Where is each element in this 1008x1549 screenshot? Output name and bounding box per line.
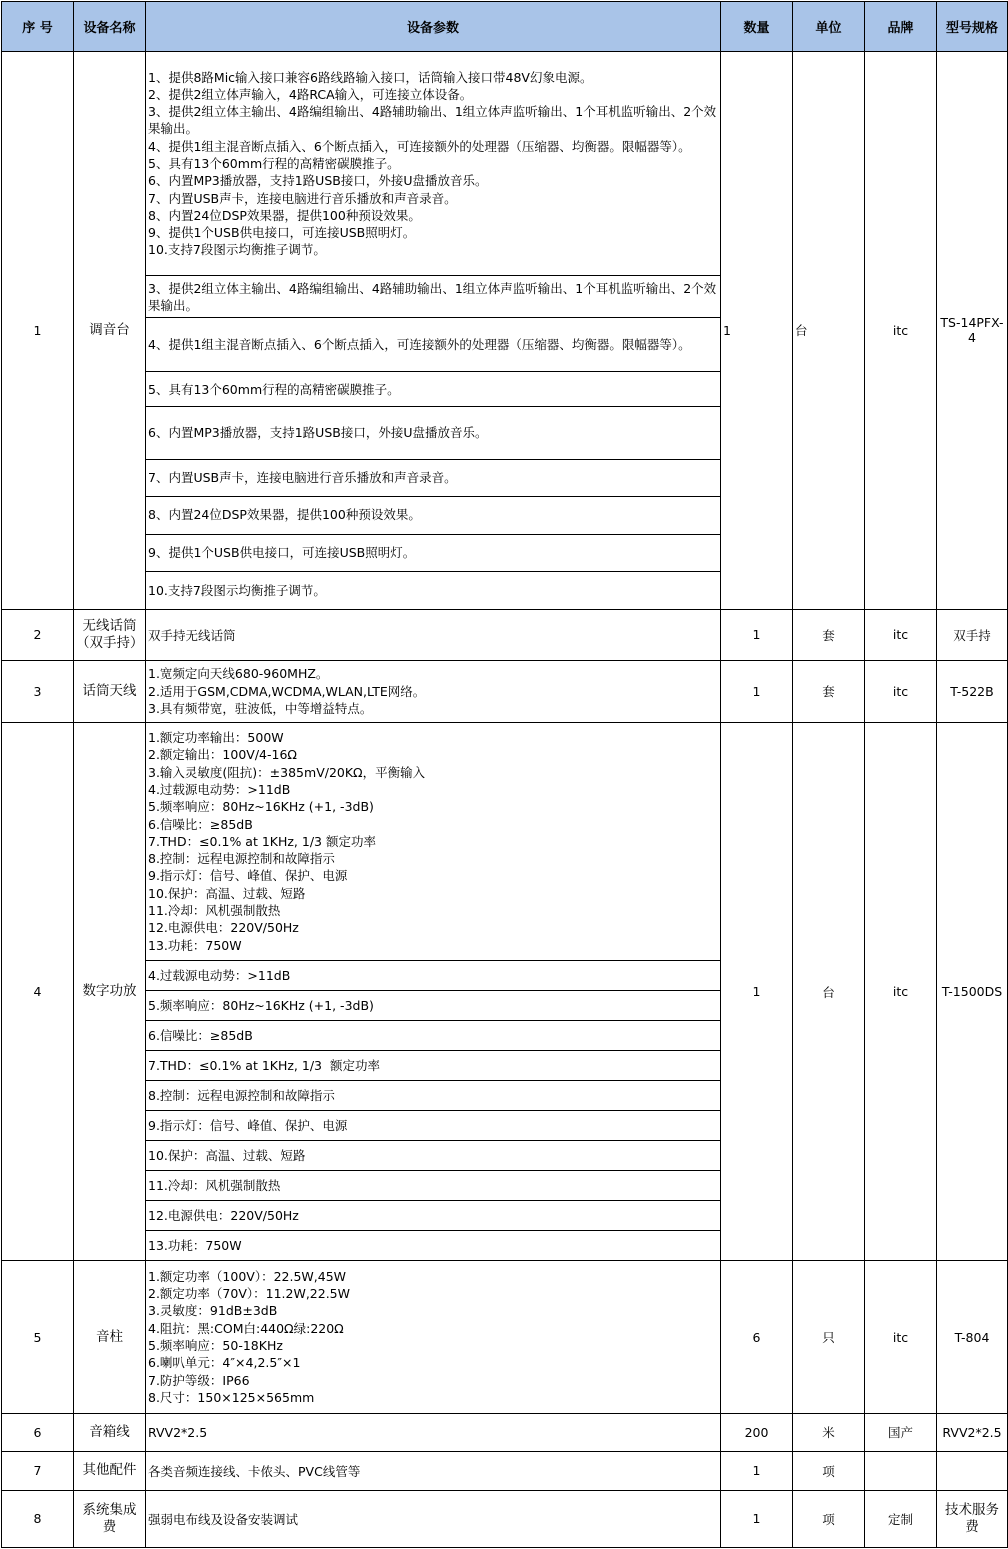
item-brand: 定制 — [865, 1490, 937, 1547]
spec-line: 10.支持7段图示均衡推子调节。 — [146, 571, 721, 609]
item-brand: itc — [865, 1261, 937, 1413]
item-name: 无线话筒（双手持） — [74, 609, 146, 660]
item-qty: 6 — [721, 1261, 793, 1413]
item-spec: 各类音频连接线、卡侬头、PVC线管等 — [146, 1451, 721, 1490]
item-unit: 项 — [793, 1451, 865, 1490]
table-row — [2, 1413, 1008, 1451]
item-qty: 1 — [721, 1490, 793, 1547]
item-index: 6 — [2, 1413, 74, 1451]
spec-line: 13.功耗：750W — [146, 1231, 721, 1261]
item-qty: 1 — [721, 52, 793, 610]
item-brand: itc — [865, 660, 937, 722]
spec-line: 5、具有13个60mm行程的高精密碳膜推子。 — [146, 372, 721, 407]
spec-line: 5.频率响应：80Hz~16KHz (+1, -3dB) — [146, 991, 721, 1021]
header-params: 设备参数 — [146, 2, 721, 52]
item-index: 7 — [2, 1451, 74, 1490]
item-name: 数字功放 — [74, 722, 146, 1261]
spec-line: 11.冷却：风机强制散热 — [146, 1171, 721, 1201]
item-unit: 台 — [793, 722, 865, 1261]
item-unit: 项 — [793, 1490, 865, 1547]
header-brand: 品牌 — [865, 2, 937, 52]
table-row — [2, 1261, 1008, 1413]
item-model: T-1500DS — [937, 722, 1008, 1261]
item-qty: 1 — [721, 660, 793, 722]
table-row — [2, 609, 1008, 660]
item-model: TS-14PFX-4 — [937, 52, 1008, 610]
item-index: 2 — [2, 609, 74, 660]
spec-line: 6、内置MP3播放器，支持1路USB接口，外接U盘播放音乐。 — [146, 407, 721, 459]
item-brand: itc — [865, 52, 937, 610]
header-name: 设备名称 — [74, 2, 146, 52]
spec-line: 9、提供1个USB供电接口，可连接USB照明灯。 — [146, 534, 721, 571]
item-brand: itc — [865, 609, 937, 660]
table-row — [2, 660, 1008, 722]
table-row — [2, 1451, 1008, 1490]
spec-line: 7.THD：≤0.1% at 1KHz, 1/3 额定功率 — [146, 1051, 721, 1081]
item-unit: 套 — [793, 609, 865, 660]
item-spec: 1.额定功率输出：500W 2.额定输出：100V/4-16Ω 3.输入灵敏度(阻抗)：±385mV/20KΩ，平衡输入 4.过载源电动势：>11dB 5.频率响应：80Hz~16KHz (+1, -3dB) 6.信噪比：≥85dB 7.THD：≤0.1% at 1KHz, 1/3 额定功率 8.控制：远程电源控制和故障指示 9.指示灯：信号、峰值、保护、电源 10.保护：高温、过载、短路 11.冷却：风机强制散热 12.电源供电：220V/50Hz 13.功耗：750W — [146, 722, 721, 960]
item-name: 其他配件 — [74, 1451, 146, 1490]
item-spec: RVV2*2.5 — [146, 1413, 721, 1451]
item-name: 话筒天线 — [74, 660, 146, 722]
item-index: 1 — [2, 52, 74, 610]
item-model: T-804 — [937, 1261, 1008, 1413]
item-brand: 国产 — [865, 1413, 937, 1451]
item-model: T-522B — [937, 660, 1008, 722]
item-name: 音箱线 — [74, 1413, 146, 1451]
item-name: 音柱 — [74, 1261, 146, 1413]
item-qty: 1 — [721, 722, 793, 1261]
item-brand — [865, 1451, 937, 1490]
item-unit: 米 — [793, 1413, 865, 1451]
spec-line: 6.信噪比：≥85dB — [146, 1021, 721, 1051]
item-index: 5 — [2, 1261, 74, 1413]
header-qty: 数量 — [721, 2, 793, 52]
item-model: RVV2*2.5 — [937, 1413, 1008, 1451]
item-unit: 套 — [793, 660, 865, 722]
spec-line: 10.保护：高温、过载、短路 — [146, 1141, 721, 1171]
equipment-table — [1, 1, 1008, 1548]
spec-line: 12.电源供电：220V/50Hz — [146, 1201, 721, 1231]
header-row — [2, 2, 1008, 52]
item-index: 8 — [2, 1490, 74, 1547]
item-qty: 1 — [721, 1451, 793, 1490]
item-spec: 1.宽频定向天线680-960MHZ。 2.适用于GSM,CDMA,WCDMA,WLAN,LTE网络。 3.具有频带宽，驻波低，中等增益特点。 — [146, 660, 721, 722]
item-unit: 只 — [793, 1261, 865, 1413]
spec-line: 4、提供1组主混音断点插入、6个断点插入，可连接额外的处理器（压缩器、均衡器。限幅器等）。 — [146, 318, 721, 372]
table-row — [2, 52, 1008, 276]
item-model: 双手持 — [937, 609, 1008, 660]
spec-line: 8、内置24位DSP效果器，提供100种预设效果。 — [146, 496, 721, 534]
item-brand: itc — [865, 722, 937, 1261]
item-spec: 1.额定功率（100V）：22.5W,45W 2.额定功率（70V）：11.2W,22.5W 3.灵敏度：91dB±3dB 4.阻抗：黑:COM白:440Ω绿:220Ω 5.频率响应：50-18KHz 6.喇叭单元：4″×4,2.5″×1 7.防护等级：IP66 8.尺寸：150×125×565mm — [146, 1261, 721, 1413]
spec-line: 3、提供2组立体主输出、4路编组输出、4路辅助输出、1组立体声监听输出、1个耳机监听输出、2个效果输出。 — [146, 276, 721, 318]
item-unit: 台 — [793, 52, 865, 610]
header-model: 型号规格 — [937, 2, 1008, 52]
item-model — [937, 1451, 1008, 1490]
item-spec: 强弱电布线及设备安装调试 — [146, 1490, 721, 1547]
item-model: 技术服务费 — [937, 1490, 1008, 1547]
spec-line: 9.指示灯：信号、峰值、保护、电源 — [146, 1111, 721, 1141]
item-spec: 双手持无线话筒 — [146, 609, 721, 660]
header-unit: 单位 — [793, 2, 865, 52]
spec-line: 4.过载源电动势：>11dB — [146, 961, 721, 991]
table-row — [2, 722, 1008, 960]
item-qty: 200 — [721, 1413, 793, 1451]
table-row — [2, 1490, 1008, 1547]
item-spec: 1、提供8路Mic输入接口兼容6路线路输入接口，话筒输入接口带48V幻象电源。 2、提供2组立体声输入，4路RCA输入，可连接立体设备。 3、提供2组立体主输出、4路编组输出、4路辅助输出、1组立体声监听输出、1个耳机监听输出、2个效果输出。 4、提供1组主混音断点插入、6个断点插入，可连接额外的处理器（压缩器、均衡器。限幅器等）。 5、具有13个60mm行程的高精密碳膜推子。 6、内置MP3播放器，支持1路USB接口，外接U盘播放音乐。 7、内置USB声卡，连接电脑进行音乐播放和声音录音。 8、内置24位DSP效果器，提供100种预设效果。 9、提供1个USB供电接口，可连接USB照明灯。 10.支持7段图示均衡推子调节。 — [146, 52, 721, 276]
header-index: 序 号 — [2, 2, 74, 52]
item-name: 调音台 — [74, 52, 146, 610]
item-index: 4 — [2, 722, 74, 1261]
spec-line: 7、内置USB声卡，连接电脑进行音乐播放和声音录音。 — [146, 459, 721, 496]
item-name: 系统集成费 — [74, 1490, 146, 1547]
item-index: 3 — [2, 660, 74, 722]
spec-line: 8.控制：远程电源控制和故障指示 — [146, 1081, 721, 1111]
item-qty: 1 — [721, 609, 793, 660]
